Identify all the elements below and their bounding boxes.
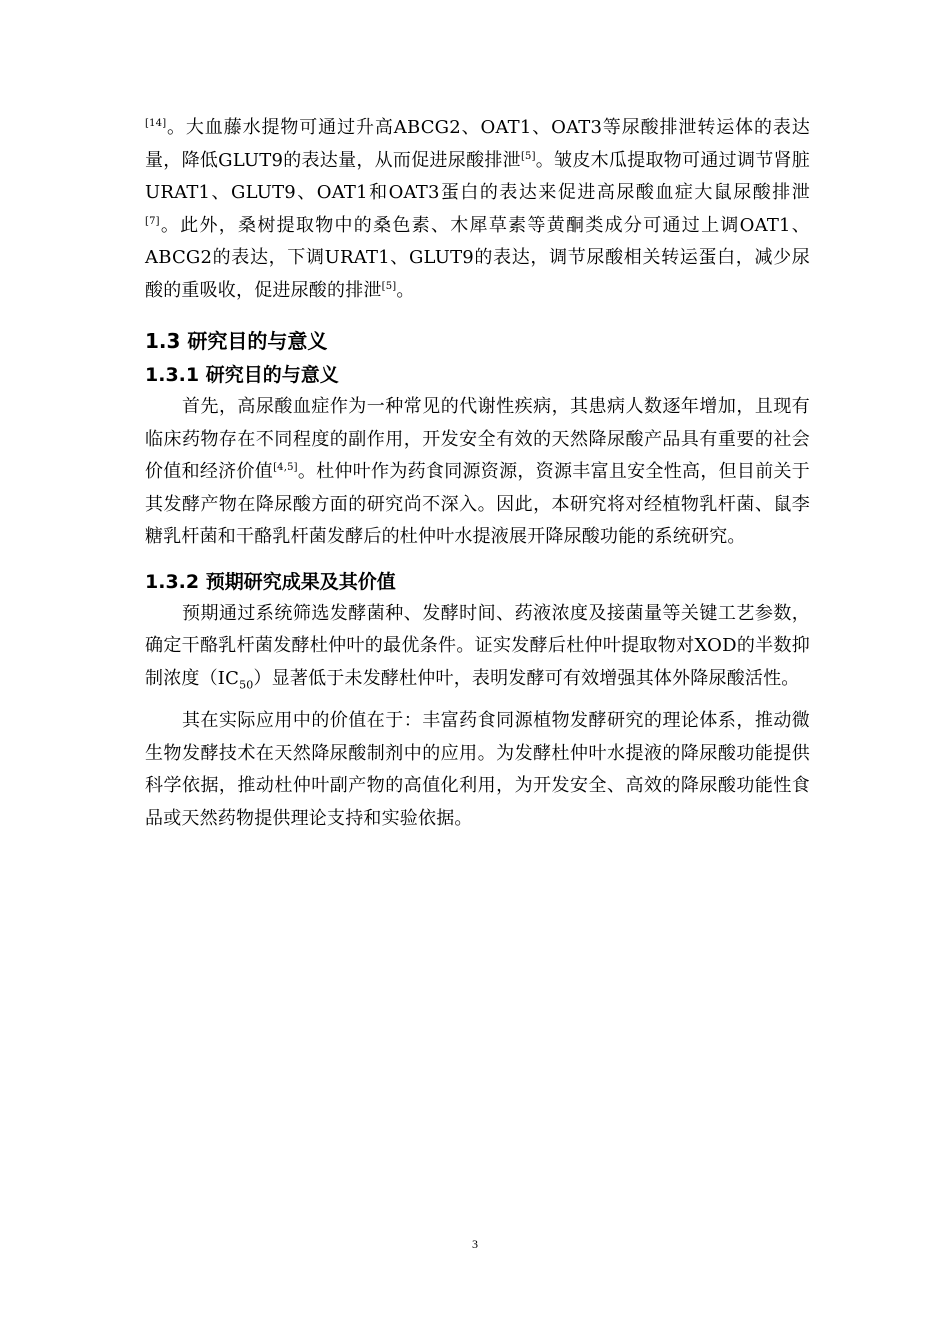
paragraph-text: 预期通过系统筛选发酵菌种、发酵时间、药液浓度及接菌量等关键工艺参数，确定干酪乳杆菌发酵杜仲叶的最优条件。证实发酵后杜仲叶提取物对XOD的半数抑制浓度（IC xyxy=(145,602,810,689)
page-number: 3 xyxy=(472,1237,478,1251)
purpose-paragraph xyxy=(145,391,810,554)
value-paragraph: 其在实际应用中的价值在于：丰富药食同源植物发酵研究的理论体系，推动微生物发酵技术在天然降尿酸制剂中的应用。为发酵杜仲叶水提液的降尿酸功能提供科学依据，推动杜仲叶副产物的高值化利用，为开发安全、高效的降尿酸功能性食品或天然药物提供理论支持和实验依据。 xyxy=(145,710,810,829)
paragraph-text: 首先，高尿酸血症作为一种常见的代谢性疾病，其患病人数逐年增加，且现有临床药物存在不同程度的副作用，开发安全有效的天然降尿酸产品具有重要的社会价值和经济价值 xyxy=(145,396,810,482)
paragraph-text: 。此外，桑树提取物中的桑色素、木犀草素等黄酮类成分可通过上调OAT1、ABCG2的表达，下调URAT1、GLUT9的表达，调节尿酸相关转运蛋白，减少尿酸的重吸收，促进尿酸的排泄 xyxy=(145,214,810,301)
intro-paragraph xyxy=(145,112,810,307)
citation-ref: [4,5] xyxy=(273,462,298,473)
page-content xyxy=(145,112,810,835)
paragraph-text: 。杜仲叶作为药食同源资源，资源丰富且安全性高，但目前关于其发酵产物在降尿酸方面的研究尚不深入。因此，本研究将对经植物乳杆菌、鼠李糖乳杆菌和干酪乳杆菌发酵后的杜仲叶水提液展开降尿酸功能的系统研究。 xyxy=(145,461,810,547)
subscript: 50 xyxy=(239,678,254,692)
paragraph-text: ）显著低于未发酵杜仲叶，表明发酵可有效增强其体外降尿酸活性。 xyxy=(253,667,800,689)
paragraph-text: 。 xyxy=(396,279,415,301)
subsection-heading-1-3-2: 1.3.2 预期研究成果及其价值 xyxy=(145,570,396,593)
citation-ref: [7] xyxy=(145,215,160,227)
expected-results-paragraph xyxy=(145,598,810,696)
citation-ref: [5] xyxy=(381,280,397,292)
paragraph-text: 。大血藤水提物可通过升高ABCG2、OAT1、OAT3等尿酸排泄转运体的表达量，降低GLUT9的表达量，从而促进尿酸排泄 xyxy=(145,117,810,171)
citation-ref: [14] xyxy=(145,118,167,129)
citation-ref: [5] xyxy=(520,150,536,162)
section-heading-1-3: 1.3 研究目的与意义 xyxy=(145,329,328,353)
paragraph-text: 。皱皮木瓜提取物可通过调节肾脏URAT1、GLUT9、OAT1和OAT3蛋白的表达来促进高尿酸血症大鼠尿酸排泄 xyxy=(145,149,811,203)
subsection-heading-1-3-1: 1.3.1 研究目的与意义 xyxy=(145,364,339,386)
